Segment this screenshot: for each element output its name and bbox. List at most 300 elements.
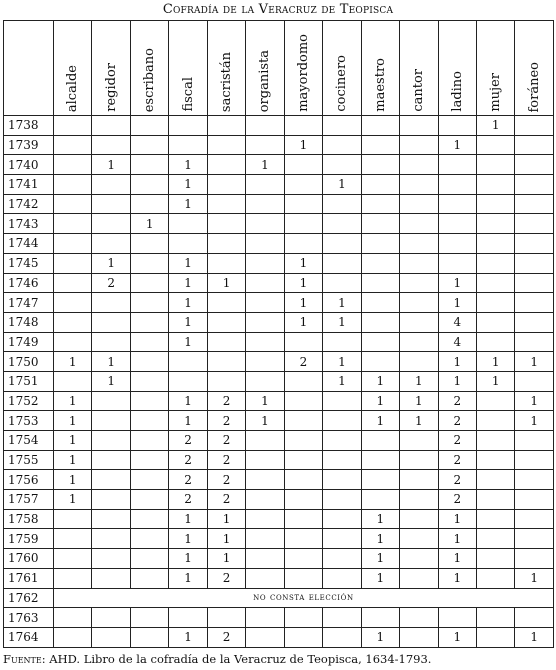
table-cell <box>54 509 92 529</box>
table-cell <box>54 371 92 391</box>
table-cell <box>323 116 361 136</box>
table-cell: 1 <box>323 352 361 372</box>
table-cell <box>246 490 284 510</box>
column-header-label: organista <box>257 49 273 112</box>
table-cell: 1 <box>284 312 322 332</box>
table-cell <box>284 490 322 510</box>
table-cell: 2 <box>207 568 245 588</box>
table-cell <box>92 568 130 588</box>
table-cell <box>323 549 361 569</box>
table-cell <box>438 214 476 234</box>
table-cell <box>515 312 553 332</box>
table-cell: 2 <box>438 470 476 490</box>
table-cell <box>54 332 92 352</box>
table-cell <box>515 490 553 510</box>
table-cell <box>207 608 245 628</box>
table-cell <box>438 608 476 628</box>
table-cell <box>438 194 476 214</box>
table-cell <box>130 568 168 588</box>
year-cell: 1748 <box>4 312 54 332</box>
table-cell <box>515 175 553 195</box>
table-cell: 1 <box>438 509 476 529</box>
column-header-label: sacristán <box>219 51 235 112</box>
table-cell <box>400 627 438 647</box>
table-cell <box>323 529 361 549</box>
table-cell <box>515 273 553 293</box>
table-cell <box>54 214 92 234</box>
table-cell <box>323 194 361 214</box>
table-cell <box>323 332 361 352</box>
table-row <box>4 116 554 136</box>
table-cell <box>323 214 361 234</box>
column-header-label: escribano <box>142 47 158 112</box>
table-row <box>4 431 554 451</box>
table-cell <box>207 253 245 273</box>
table-cell <box>476 470 514 490</box>
table-row <box>4 509 554 529</box>
table-cell: 1 <box>54 352 92 372</box>
table-cell <box>515 155 553 175</box>
table-cell <box>169 352 207 372</box>
year-cell: 1756 <box>4 470 54 490</box>
table-row <box>4 175 554 195</box>
table-cell <box>515 214 553 234</box>
table-cell: 2 <box>169 450 207 470</box>
year-cell: 1752 <box>4 391 54 411</box>
table-cell <box>323 391 361 411</box>
column-header <box>323 21 361 116</box>
table-cell: 1 <box>438 568 476 588</box>
table-cell: 1 <box>207 509 245 529</box>
table-cell <box>169 116 207 136</box>
table-cell <box>54 529 92 549</box>
year-cell: 1759 <box>4 529 54 549</box>
table-cell: 1 <box>54 391 92 411</box>
table-cell <box>246 273 284 293</box>
table-cell <box>400 273 438 293</box>
table-cell <box>92 234 130 254</box>
table-cell <box>92 450 130 470</box>
table-cell: 1 <box>169 175 207 195</box>
table-cell: 2 <box>169 431 207 451</box>
column-header-label: mayordomo <box>295 34 311 112</box>
table-cell: 1 <box>169 312 207 332</box>
column-header-label: regidor <box>103 63 119 112</box>
table-cell <box>438 234 476 254</box>
table-cell <box>515 135 553 155</box>
table-cell: 1 <box>361 411 399 431</box>
table-cell <box>476 627 514 647</box>
table-cell <box>246 568 284 588</box>
table-cell: 1 <box>169 568 207 588</box>
table-cell: 2 <box>438 431 476 451</box>
table-cell <box>515 234 553 254</box>
table-cell: 2 <box>207 411 245 431</box>
table-cell: 1 <box>438 371 476 391</box>
table-cell <box>207 194 245 214</box>
table-cell: 1 <box>400 371 438 391</box>
table-cell: 1 <box>284 253 322 273</box>
table-cell <box>284 608 322 628</box>
table-cell <box>323 450 361 470</box>
table-cell <box>92 391 130 411</box>
table-cell: 1 <box>361 549 399 569</box>
table-cell: 1 <box>476 116 514 136</box>
table-cell <box>361 332 399 352</box>
table-cell <box>130 116 168 136</box>
table-cell: 2 <box>92 273 130 293</box>
table-cell <box>515 549 553 569</box>
table-cell: 2 <box>207 431 245 451</box>
note-cell: no consta elección <box>54 588 554 608</box>
table-cell <box>246 234 284 254</box>
table-cell <box>207 234 245 254</box>
table-cell <box>400 293 438 313</box>
table-cell <box>130 411 168 431</box>
column-header <box>400 21 438 116</box>
table-cell <box>476 411 514 431</box>
table-cell <box>54 293 92 313</box>
table-cell <box>400 529 438 549</box>
table-cell: 1 <box>207 549 245 569</box>
table-cell <box>284 175 322 195</box>
table-cell <box>54 116 92 136</box>
column-header <box>54 21 92 116</box>
table-row <box>4 391 554 411</box>
table-cell <box>476 234 514 254</box>
table-cell <box>54 273 92 293</box>
table-row <box>4 529 554 549</box>
table-cell <box>323 568 361 588</box>
table-cell <box>284 371 322 391</box>
table-cell <box>169 371 207 391</box>
table-cell <box>400 175 438 195</box>
table-cell: 1 <box>361 371 399 391</box>
year-cell: 1744 <box>4 234 54 254</box>
table-row <box>4 549 554 569</box>
table-cell <box>130 135 168 155</box>
table-cell: 1 <box>361 391 399 411</box>
column-header <box>207 21 245 116</box>
table-cell <box>246 116 284 136</box>
table-cell <box>323 253 361 273</box>
column-header <box>361 21 399 116</box>
table-cell <box>207 214 245 234</box>
table-cell <box>54 312 92 332</box>
table-row <box>4 608 554 628</box>
table-cell <box>400 155 438 175</box>
cofradia-table <box>3 20 554 648</box>
table-cell <box>400 135 438 155</box>
table-cell <box>323 509 361 529</box>
year-cell: 1747 <box>4 293 54 313</box>
table-cell <box>284 411 322 431</box>
table-cell <box>130 450 168 470</box>
column-header <box>92 21 130 116</box>
table-cell <box>323 411 361 431</box>
table-cell <box>400 450 438 470</box>
table-cell <box>515 194 553 214</box>
year-cell: 1745 <box>4 253 54 273</box>
table-cell: 1 <box>476 352 514 372</box>
table-cell: 2 <box>284 352 322 372</box>
table-cell: 1 <box>169 411 207 431</box>
table-cell <box>169 234 207 254</box>
table-cell: 2 <box>438 411 476 431</box>
table-cell <box>515 253 553 273</box>
table-cell <box>284 509 322 529</box>
table-cell <box>207 332 245 352</box>
table-cell <box>92 470 130 490</box>
table-row <box>4 332 554 352</box>
table-cell <box>207 293 245 313</box>
table-cell <box>476 549 514 569</box>
table-cell <box>130 431 168 451</box>
table-cell <box>361 293 399 313</box>
table-cell <box>515 509 553 529</box>
table-cell: 1 <box>323 312 361 332</box>
table-cell <box>92 293 130 313</box>
table-cell <box>323 234 361 254</box>
table-cell: 2 <box>207 450 245 470</box>
column-header <box>438 21 476 116</box>
table-cell <box>130 273 168 293</box>
table-cell <box>476 293 514 313</box>
column-header <box>246 21 284 116</box>
year-cell: 1738 <box>4 116 54 136</box>
table-cell <box>476 529 514 549</box>
table-cell <box>246 450 284 470</box>
table-cell <box>130 312 168 332</box>
table-row <box>4 470 554 490</box>
table-row <box>4 568 554 588</box>
table-cell: 2 <box>438 490 476 510</box>
table-cell <box>284 194 322 214</box>
table-cell <box>400 470 438 490</box>
column-header-row <box>4 21 554 116</box>
table-cell <box>476 273 514 293</box>
column-header <box>169 21 207 116</box>
table-cell <box>54 234 92 254</box>
table-row <box>4 312 554 332</box>
table-cell: 1 <box>284 273 322 293</box>
table-cell <box>284 568 322 588</box>
table-cell: 1 <box>92 253 130 273</box>
table-cell <box>130 549 168 569</box>
table-cell: 1 <box>438 273 476 293</box>
table-cell <box>284 234 322 254</box>
year-cell: 1749 <box>4 332 54 352</box>
table-cell <box>284 116 322 136</box>
table-cell <box>130 194 168 214</box>
table-cell: 1 <box>54 470 92 490</box>
table-cell: 2 <box>207 391 245 411</box>
year-cell: 1754 <box>4 431 54 451</box>
table-cell <box>246 529 284 549</box>
table-cell <box>361 273 399 293</box>
table-cell <box>92 332 130 352</box>
table-cell <box>130 371 168 391</box>
table-cell <box>476 155 514 175</box>
table-cell <box>92 116 130 136</box>
table-cell <box>92 509 130 529</box>
table-cell <box>169 135 207 155</box>
table-cell <box>476 194 514 214</box>
table-cell <box>130 352 168 372</box>
table-cell: 1 <box>438 529 476 549</box>
table-cell: 2 <box>207 627 245 647</box>
table-row <box>4 234 554 254</box>
table-cell: 1 <box>438 549 476 569</box>
table-cell <box>476 608 514 628</box>
table-cell <box>246 509 284 529</box>
table-cell <box>92 312 130 332</box>
table-cell <box>246 352 284 372</box>
table-cell <box>130 529 168 549</box>
header-corner-cell <box>4 21 54 116</box>
table-cell: 1 <box>515 352 553 372</box>
table-cell: 1 <box>361 627 399 647</box>
table-cell <box>92 608 130 628</box>
table-cell <box>92 411 130 431</box>
year-cell: 1760 <box>4 549 54 569</box>
table-cell: 1 <box>246 411 284 431</box>
table-cell <box>476 135 514 155</box>
table-cell <box>361 312 399 332</box>
table-cell <box>438 155 476 175</box>
table-cell <box>400 234 438 254</box>
table-cell: 1 <box>169 509 207 529</box>
year-cell: 1751 <box>4 371 54 391</box>
table-cell <box>284 450 322 470</box>
table-cell <box>476 332 514 352</box>
table-cell <box>361 431 399 451</box>
table-cell <box>207 135 245 155</box>
table-cell <box>361 155 399 175</box>
table-cell <box>92 194 130 214</box>
table-cell <box>476 490 514 510</box>
table-cell <box>400 568 438 588</box>
column-header-label: fiscal <box>180 77 196 112</box>
table-cell: 2 <box>207 490 245 510</box>
table-cell <box>361 352 399 372</box>
table-cell <box>92 214 130 234</box>
table-cell <box>130 234 168 254</box>
table-cell <box>130 509 168 529</box>
table-cell <box>246 627 284 647</box>
table-cell <box>284 391 322 411</box>
table-cell <box>284 549 322 569</box>
source-note <box>3 652 556 666</box>
table-cell <box>361 194 399 214</box>
table-cell <box>54 608 92 628</box>
table-cell: 4 <box>438 312 476 332</box>
table-cell <box>54 568 92 588</box>
column-header-label: mujer <box>488 73 504 112</box>
table-cell <box>130 332 168 352</box>
table-row <box>4 352 554 372</box>
table-row <box>4 411 554 431</box>
table-cell <box>207 116 245 136</box>
table-row <box>4 253 554 273</box>
table-cell <box>515 371 553 391</box>
table-cell <box>323 627 361 647</box>
table-cell <box>92 627 130 647</box>
table-cell <box>207 175 245 195</box>
table-cell <box>323 155 361 175</box>
table-cell: 1 <box>169 391 207 411</box>
table-cell <box>246 253 284 273</box>
table-row <box>4 214 554 234</box>
column-header-label: maestro <box>372 58 388 112</box>
table-cell <box>476 568 514 588</box>
year-cell: 1746 <box>4 273 54 293</box>
table-row <box>4 273 554 293</box>
table-cell: 4 <box>438 332 476 352</box>
table-cell <box>246 470 284 490</box>
table-cell <box>515 450 553 470</box>
table-cell <box>323 431 361 451</box>
table-cell: 1 <box>246 391 284 411</box>
table-cell: 1 <box>246 155 284 175</box>
table-cell: 1 <box>438 293 476 313</box>
table-cell: 1 <box>515 391 553 411</box>
table-cell <box>400 549 438 569</box>
table-cell <box>400 608 438 628</box>
year-cell: 1750 <box>4 352 54 372</box>
table-cell <box>438 253 476 273</box>
column-header-label: alcalde <box>65 64 81 112</box>
column-header <box>515 21 553 116</box>
table-row <box>4 135 554 155</box>
table-cell <box>130 608 168 628</box>
table-cell: 2 <box>438 391 476 411</box>
table-cell: 1 <box>169 194 207 214</box>
year-cell: 1757 <box>4 490 54 510</box>
table-cell <box>515 293 553 313</box>
table-cell: 1 <box>323 175 361 195</box>
table-cell <box>246 608 284 628</box>
table-cell <box>476 214 514 234</box>
table-cell <box>92 431 130 451</box>
table-cell <box>92 135 130 155</box>
table-cell <box>323 470 361 490</box>
source-text: AHD. Libro de la cofradía de la Veracruz de Teopisca, 1634-1793. <box>45 651 432 666</box>
table-cell <box>361 490 399 510</box>
table-cell <box>246 135 284 155</box>
table-cell <box>361 116 399 136</box>
table-cell: 1 <box>169 332 207 352</box>
table-row <box>4 194 554 214</box>
table-cell <box>207 312 245 332</box>
table-cell <box>476 175 514 195</box>
table-cell <box>246 293 284 313</box>
table-cell <box>476 509 514 529</box>
table-cell: 1 <box>92 352 130 372</box>
table-cell <box>400 509 438 529</box>
table-cell <box>54 627 92 647</box>
table-cell <box>207 352 245 372</box>
table-cell <box>361 608 399 628</box>
year-cell: 1741 <box>4 175 54 195</box>
table-cell <box>515 332 553 352</box>
table-cell <box>246 549 284 569</box>
table-cell <box>54 549 92 569</box>
table-row <box>4 371 554 391</box>
table-cell: 1 <box>92 155 130 175</box>
table-cell <box>169 214 207 234</box>
table-cell <box>207 155 245 175</box>
